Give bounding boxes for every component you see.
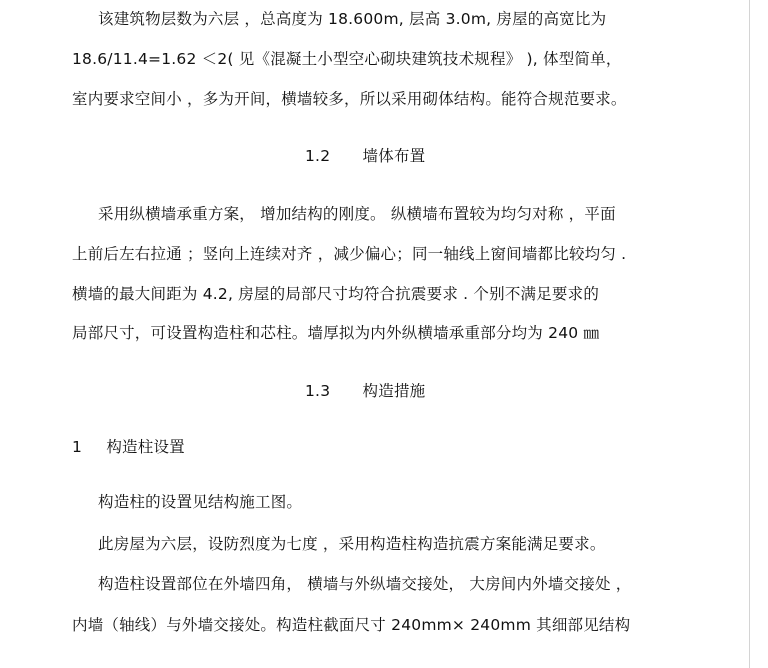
paragraph-3-line-2: 此房屋为六层，设防烈度为七度 ，采用构造柱构造抗震方案能满足要求。 (98, 535, 606, 553)
section-1-3-heading (305, 380, 742, 402)
paragraph-2-line-3: 横墙的最大间距为 4.2, 房屋的局部尺寸均符合抗震要求 . 个别不满足要求的 (72, 285, 600, 303)
paragraph-3-line-4: 内墙（轴线）与外墙交接处。构造柱截面尺寸 240mm× 240mm 其细部见结构 (72, 616, 631, 634)
paragraph-1-line-3: 室内要求空间小 ，多为开间，横墙较多，所以采用砌体结构。能符合规范要求。 (72, 90, 627, 108)
section-title: 构造措施 (362, 382, 426, 400)
section-title: 墙体布置 (362, 147, 426, 165)
paragraph-3-line-1: 构造柱的设置见结构施工图。 (98, 493, 303, 511)
paragraph-2-line-1: 采用纵横墙承重方案， 增加结构的刚度。 纵横墙布置较为均匀对称 ，平面 (98, 205, 616, 223)
subsection-1-heading (72, 436, 742, 458)
paragraph-1-line-2: 18.6/11.4=1.62 ＜2( 见《混凝土小型空心砌块建筑技术规程》 ), 体型简单， (72, 50, 622, 68)
paragraph-3-line-3: 构造柱设置部位在外墙四角， 横墙与外纵墙交接处， 大房间内外墙交接处 ， (98, 575, 632, 593)
section-1-2-heading (305, 145, 742, 167)
subsection-number: 1 (72, 438, 83, 456)
section-number: 1.2 (305, 147, 331, 165)
paragraph-2-line-2: 上前后左右拉通 ；竖向上连续对齐 ，减少偏心；同一轴线上窗间墙都比较均匀 . (72, 245, 627, 263)
section-number: 1.3 (305, 382, 331, 400)
paragraph-1-line-1: 该建筑物层数为六层 ，总高度为 18.600m, 层高 3.0m, 房屋的高宽比为 (98, 10, 607, 28)
page-edge (749, 0, 750, 668)
subsection-title: 构造柱设置 (106, 438, 185, 456)
paragraph-2-line-4: 局部尺寸，可设置构造柱和芯柱。墙厚拟为内外纵横墙承重部分均为 240 ㎜ (72, 324, 600, 342)
